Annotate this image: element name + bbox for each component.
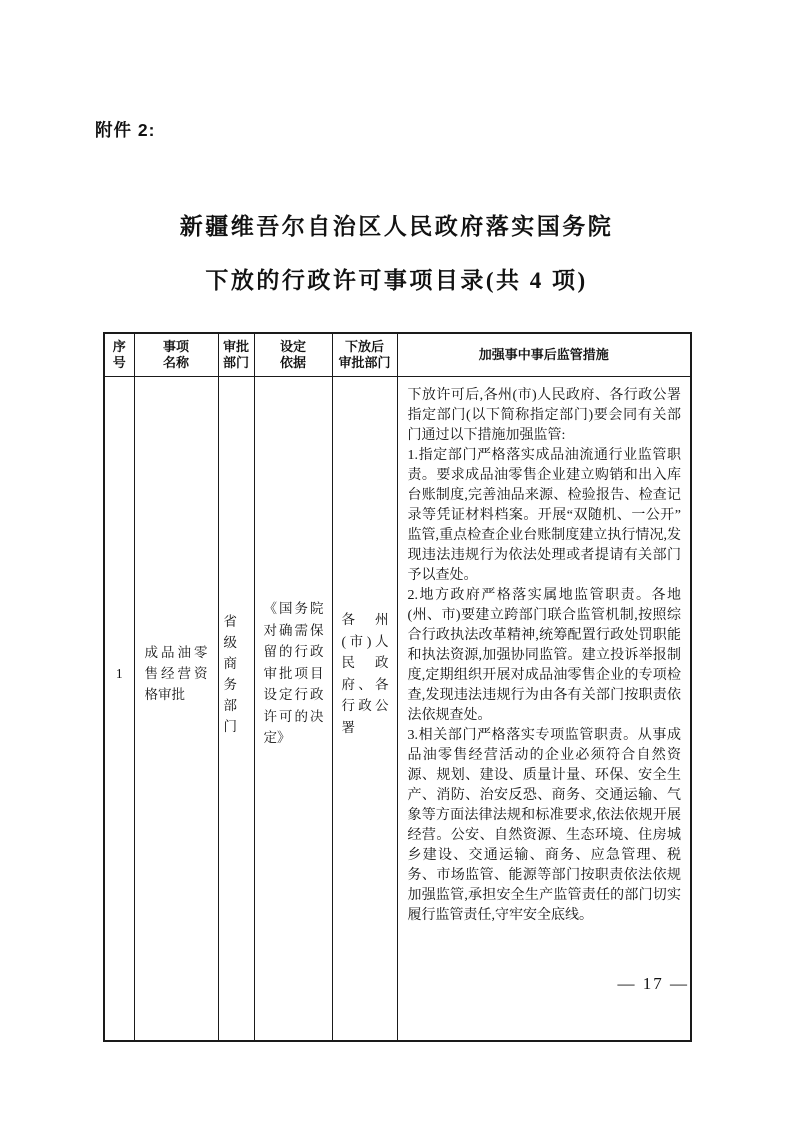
table-row (104, 377, 691, 1042)
attachment-label: 附件 2: (95, 120, 156, 140)
cell-approval-department: 省级商务部门 (218, 377, 254, 1042)
cell-setting-basis: 《国务院对确需保留的行政审批项目设定行政许可的决定》 (254, 377, 332, 1042)
document-title (0, 200, 793, 308)
page-number: — 17 — (617, 974, 689, 993)
header-post-delegation-department: 下放后 审批部门 (332, 333, 397, 377)
licensing-items-table (103, 332, 692, 1042)
header-seq: 序 号 (104, 333, 134, 377)
measures-paragraph-2: 2.地方政府严格落实属地监管职责。各地(州、市)要建立跨部门联合监管机制,按照综合行政执法改革精神,统筹配置行政处罚职能和执法资源,加强协同监管。建立投诉举报制度,定期组织开展对成品油零售企业的专项检查,发现违法违规行为由各有关部门按职责依法依规查处。 (407, 588, 681, 723)
measures-intro-paragraph: 下放许可后,各州(市)人民政府、各行政公署指定部门(以下简称指定部门)要会同有关部门通过以下措施加强监管: (407, 388, 681, 443)
measures-paragraph-1: 1.指定部门严格落实成品油流通行业监管职责。要求成品油零售企业建立购销和出入库台账制度,完善油品来源、检验报告、检查记录等凭证材料档案。开展“双随机、一公开”监管,重点检查企业台账制度建立执行情况,发现违法违规行为依法处理或者提请有关部门予以查处。 (407, 448, 681, 583)
cell-seq: 1 (104, 377, 134, 1042)
cell-supervision-measures (397, 377, 691, 1042)
document-title-line1: 新疆维吾尔自治区人民政府落实国务院 (179, 214, 614, 239)
cell-item-name: 成品油零售经营资格审批 (134, 377, 218, 1042)
document-title-line2: 下放的行政许可事项目录(共 4 项) (205, 268, 588, 293)
measures-paragraph-3: 3.相关部门严格落实专项监管职责。从事成品油零售经营活动的企业必须符合自然资源、规划、建设、质量计量、环保、安全生产、消防、治安反恐、商务、交通运输、气象等方面法律法规和标准要求,依法依规开展经营。公安、自然资源、生态环境、住房城乡建设、交通运输、商务、应急管理、税务、市场监管、能源等部门按职责依法依规加强监管,承担安全生产监管责任的部门切实履行监管责任,守牢安全底线。 (407, 728, 681, 923)
table-header-row (104, 333, 691, 377)
header-supervision-measures: 加强事中事后监管措施 (397, 333, 691, 377)
header-item-name: 事项 名称 (134, 333, 218, 377)
header-setting-basis: 设定 依据 (254, 333, 332, 377)
cell-post-delegation-department: 各州(市)人民政府、各行政公署 (332, 377, 397, 1042)
header-approval-department: 审批 部门 (218, 333, 254, 377)
